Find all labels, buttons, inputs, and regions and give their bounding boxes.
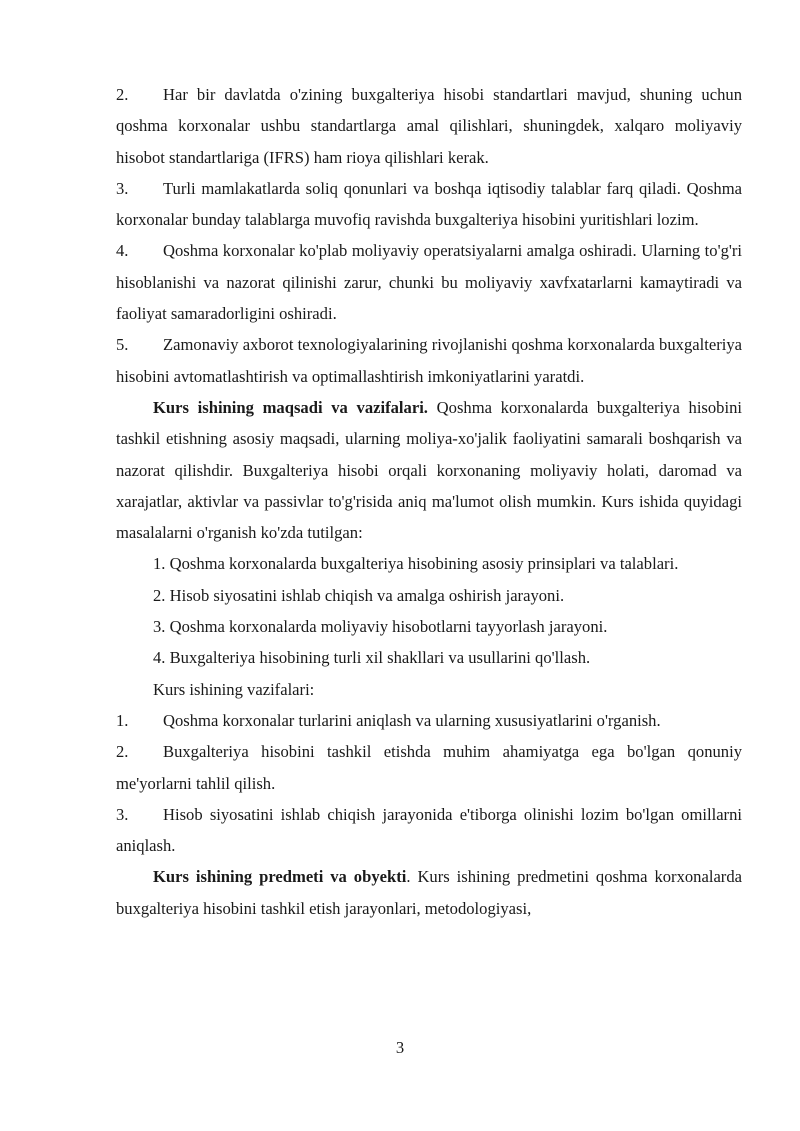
study-item-3: 3. Qoshma korxonalarda moliyaviy hisobotlarni tayyorlash jarayoni. [153,617,608,637]
item-number: 3. [116,178,129,198]
page-number: 3 [395,1038,405,1057]
item-number: 1. [116,710,129,730]
task-item-2 [116,736,742,799]
study-item-4: 4. Buxgalteriya hisobining turli xil shakllari va usullarini qo'llash. [153,648,591,668]
item-text: Qoshma korxonalar ko'plab moliyaviy operatsiyalarni amalga oshiradi. Ularning to'g'ri hisoblanishi va nazorat qilinishi zarur, chunki bu moliyaviy xavfxatarlarni kamaytiradi va faoliyat samaradorligini oshiradi. [116,241,742,324]
item-number: 2. [116,85,129,104]
item-number: 5. [116,335,129,355]
item-number: 3. [116,804,129,824]
subject-heading: Kurs ishining predmeti va obyekti [153,867,407,887]
purpose-paragraph [116,392,742,548]
task-item-3 [116,799,742,862]
study-item-2: 2. Hisob siyosatini ishlab chiqish va amalga oshirish jarayoni. [153,585,565,605]
numbered-paragraph-2 [116,79,742,173]
item-text: Har bir davlatda o'zining buxgalteriya hisobi standartlari mavjud, shuning uchun qoshma korxonalar ushbu standartlarga amal qilishlari, shuningdek, xalqaro moliyaviy hisobot standartlariga (IFRS) ham rioya qilishlari kerak. [116,85,742,167]
subject-paragraph [116,861,742,924]
subject-text: . Kurs ishining predmetini qoshma korxonalarda buxgalteriya hisobini tashkil etish jarayonlari, metodologiyasi, [116,867,742,918]
task-item-1 [116,705,742,736]
study-item-1: 1. Qoshma korxonalarda buxgalteriya hisobining asosiy prinsiplari va talablari. [153,554,679,574]
item-text: Hisob siyosatini ishlab chiqish jarayonida e'tiborga olinishi lozim bo'lgan omillarni aniqlash. [116,804,742,856]
item-text: Turli mamlakatlarda soliq qonunlari va boshqa iqtisodiy talablar farq qiladi. Qoshma korxonalar bunday talablarga muvofiq ravishda buxgalteriya hisobini yuritishlari lozim. [116,178,742,230]
tasks-heading: Kurs ishining vazifalari: [153,679,315,699]
item-number: 2. [116,742,129,762]
item-text: Zamonaviy axborot texnologiyalarining rivojlanishi qoshma korxonalarda buxgalteriya hisobini avtomatlashtirish va optimallashtirish imkoniyatlarini yaratdi. [116,335,742,386]
numbered-paragraph-5 [116,329,742,392]
numbered-paragraph-3 [116,173,742,236]
numbered-paragraph-4 [116,235,742,329]
item-text: Buxgalteriya hisobini tashkil etishda muhim ahamiyatga ega bo'lgan qonuniy me'yorlarni tahlil qilish. [116,742,742,793]
item-text: Qoshma korxonalar turlarini aniqlash va ularning xususiyatlarini o'rganish. [163,710,661,730]
purpose-heading: Kurs ishining maqsadi va vazifalari. [153,397,428,417]
item-number: 4. [116,241,129,261]
page-content [116,79,742,924]
purpose-text: Qoshma korxonalarda buxgalteriya hisobini tashkil etishning asosiy maqsadi, ularning moliya-xo'jalik faoliyatini samarali boshqarish va nazorat qilishdir. Buxgalteriya hisobi orqali korxonaning moliyaviy holati, daromad va xarajatlar, aktivlar va passivlar to'g'risida aniq ma'lumot olish mumkin. Kurs ishida quyidagi masalalarni o'rganish ko'zda tutilgan: [116,397,742,543]
